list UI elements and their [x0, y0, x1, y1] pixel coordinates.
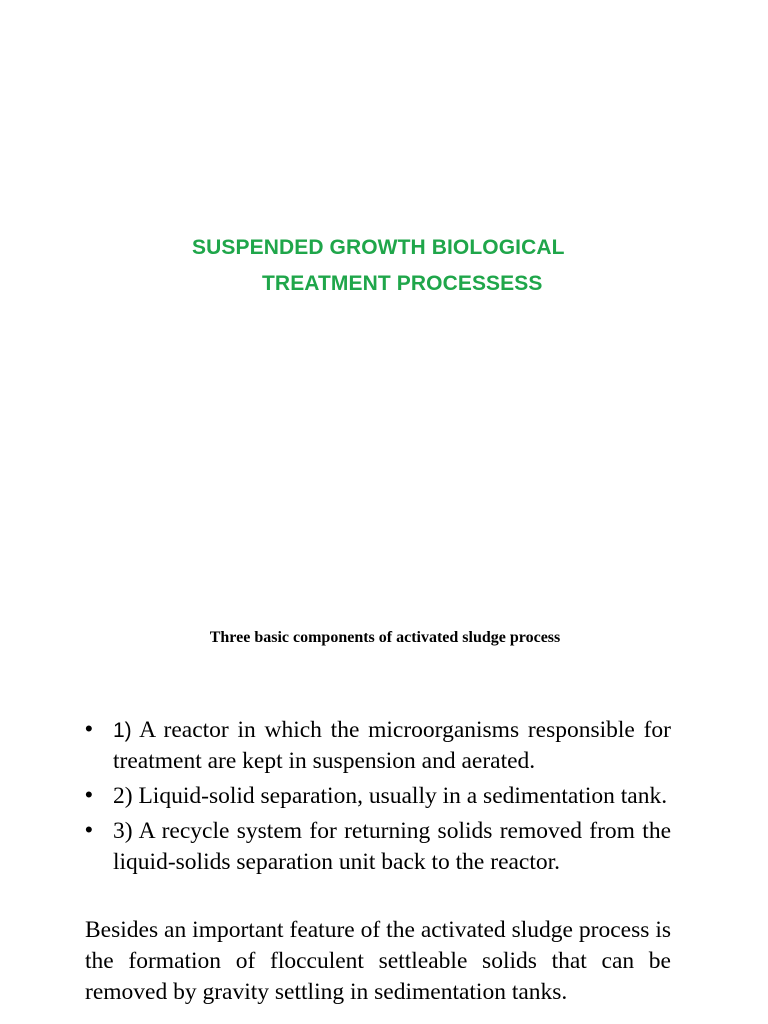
- body-paragraph: Besides an important feature of the activated sludge process is the formation of flocculent settleable solids that can be removed by gravity settling in sedimentation tanks.: [85, 917, 671, 1005]
- list-item: [85, 781, 671, 812]
- bullet-icon: •: [85, 782, 93, 807]
- item-text: Liquid-solid separation, usually in a sedimentation tank.: [132, 783, 668, 809]
- title-line-1: SUSPENDED GROWTH BIOLOGICAL: [192, 236, 565, 259]
- title-line-2: TREATMENT PROCESSESS: [262, 272, 543, 295]
- item-number: 1): [113, 719, 132, 742]
- item-number: 2): [113, 783, 133, 809]
- bullet-icon: •: [85, 716, 93, 741]
- list-item: [85, 715, 671, 777]
- item-text: A recycle system for returning solids removed from the liquid-solids separation unit back to the reactor.: [113, 818, 671, 875]
- section-subtitle: Three basic components of activated sludge process: [209, 629, 561, 646]
- item-text: A reactor in which the microorganisms responsible for treatment are kept in suspension and aerated.: [113, 717, 671, 774]
- list-item: [85, 816, 671, 878]
- bullet-icon: •: [85, 817, 93, 842]
- item-number: 3): [113, 818, 133, 844]
- components-list: [85, 715, 671, 882]
